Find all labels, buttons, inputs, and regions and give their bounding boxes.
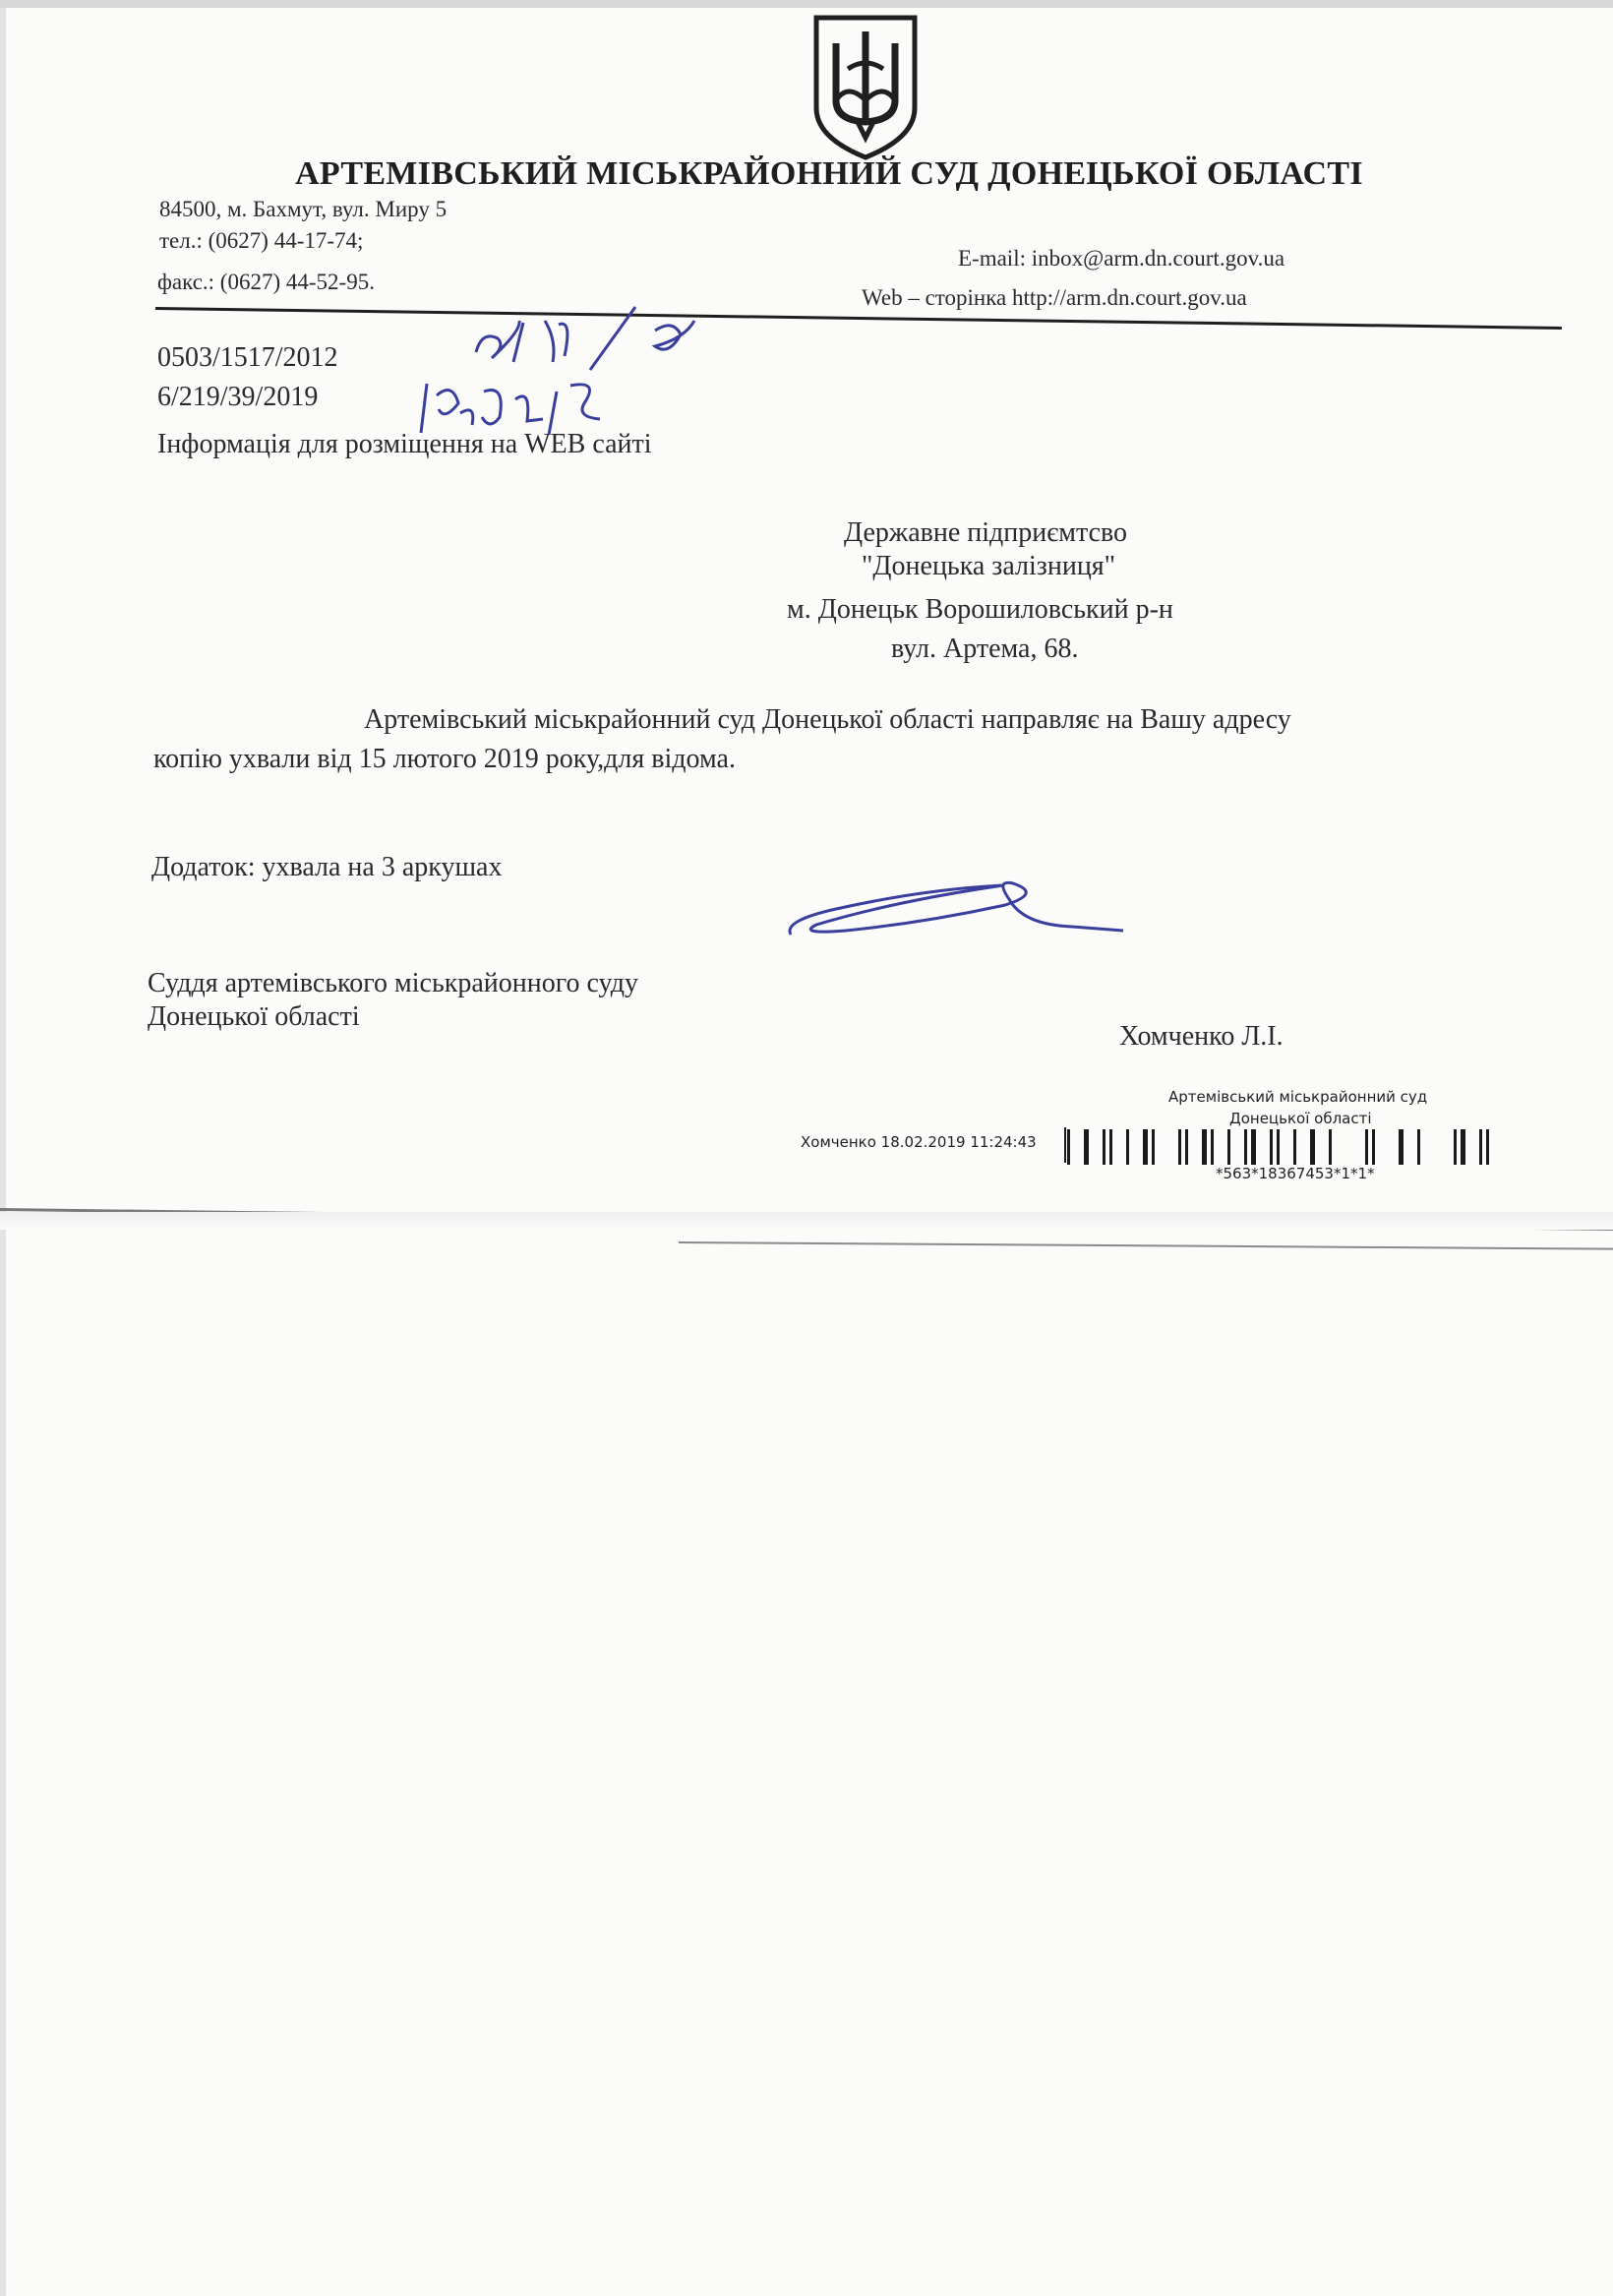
- lower-sheet-edge: [679, 1241, 1613, 1250]
- stamp-divider: [1064, 1127, 1066, 1163]
- recipient-line-1: Державне підприємтсво: [844, 517, 1128, 548]
- judge-position-line-1: Суддя артемівського міськрайонного суду: [148, 968, 639, 998]
- barcode-bar: [1109, 1129, 1112, 1165]
- barcode-bar: [1372, 1129, 1375, 1165]
- barcode-bar: [1486, 1129, 1489, 1165]
- barcode-bar: [1185, 1129, 1188, 1165]
- body-line-2: копію ухвали від 15 лютого 2019 року,для відома.: [153, 744, 736, 774]
- stamp-court-line-1: Артемівський міськрайонний суд: [1168, 1088, 1428, 1106]
- web-note: Інформація для розміщення на WEB сайті: [157, 429, 652, 459]
- barcode-bar: [1277, 1129, 1280, 1165]
- recipient-line-3: м. Донецьк Ворошиловський р-н: [787, 594, 1173, 625]
- barcode-bar: [1454, 1129, 1457, 1165]
- case-number: 0503/1517/2012: [157, 342, 338, 373]
- barcode-bar: [1202, 1129, 1207, 1165]
- outgoing-number: 6/219/39/2019: [157, 382, 319, 412]
- barcode-bar: [1084, 1129, 1089, 1165]
- barcode-bar: [1399, 1129, 1404, 1165]
- barcode-bar: [1143, 1129, 1148, 1165]
- barcode-bar: [1417, 1129, 1420, 1165]
- handwritten-signature: [777, 866, 1131, 949]
- court-phone: тел.: (0627) 44-17-74;: [159, 228, 364, 253]
- barcode-bar: [1329, 1129, 1332, 1165]
- stamp-court-line-2: Донецької області: [1229, 1110, 1372, 1127]
- barcode-bar: [1211, 1129, 1214, 1165]
- barcode-bar: [1126, 1129, 1129, 1165]
- barcode-bar: [1227, 1129, 1230, 1165]
- barcode-bar: [1365, 1129, 1368, 1165]
- judge-position-line-2: Донецької області: [148, 1001, 360, 1032]
- barcode-bar: [1251, 1129, 1256, 1165]
- court-title: АРТЕМІВСЬКИЙ МІСЬКРАЙОННИЙ СУД ДОНЕЦЬКОЇ ОБЛАСТІ: [295, 155, 1363, 192]
- barcode-bar: [1310, 1129, 1315, 1165]
- barcode-bar: [1270, 1129, 1273, 1165]
- page-fold-shadow: [0, 1212, 1613, 1230]
- court-address: 84500, м. Бахмут, вул. Миру 5: [159, 197, 448, 221]
- barcode-bar: [1178, 1129, 1181, 1165]
- court-website: Web – сторінка http://arm.dn.court.gov.ua: [862, 285, 1247, 310]
- scan-edge: [0, 0, 1613, 8]
- trident-coat-of-arms-icon: [808, 14, 923, 166]
- barcode-bar: [1152, 1129, 1155, 1165]
- handwritten-date: [413, 374, 629, 448]
- barcode-bar: [1461, 1129, 1465, 1165]
- barcode-text: *563*18367453*1*1*: [1216, 1165, 1375, 1182]
- barcode-bar: [1067, 1129, 1070, 1165]
- barcode-bar: [1244, 1129, 1247, 1165]
- barcode-bar: [1293, 1129, 1296, 1165]
- barcode-bar: [1479, 1129, 1482, 1165]
- recipient-line-2: "Донецька залізниця": [862, 551, 1116, 581]
- body-line-1: Артемівський міськрайонний суд Донецької області направляє на Вашу адресу: [364, 704, 1291, 735]
- header-rule: [155, 307, 1562, 330]
- judge-name: Хомченко Л.І.: [1119, 1021, 1284, 1052]
- stamp-signer-timestamp: Хомченко 18.02.2019 11:24:43: [801, 1133, 1037, 1151]
- handwritten-registration-number: [462, 301, 708, 383]
- barcode-bar: [1103, 1129, 1105, 1165]
- recipient-line-4: вул. Артема, 68.: [891, 634, 1079, 664]
- court-fax: факс.: (0627) 44-52-95.: [157, 270, 375, 294]
- court-email: E-mail: inbox@arm.dn.court.gov.ua: [958, 246, 1285, 271]
- attachment-note: Додаток: ухвала на 3 аркушах: [151, 852, 503, 882]
- scan-edge: [0, 0, 6, 2296]
